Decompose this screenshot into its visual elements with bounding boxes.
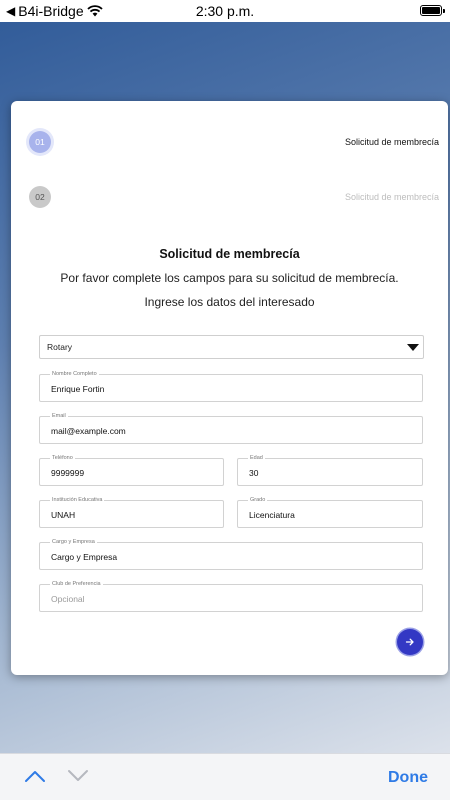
full-name-value: Enrique Fortin [51, 384, 105, 394]
email-label: Email [52, 413, 66, 419]
arrow-right-icon [405, 637, 415, 647]
age-label: Edad [250, 455, 263, 461]
age-value: 30 [249, 468, 259, 478]
battery-icon [420, 5, 442, 16]
membership-card [11, 101, 448, 675]
email-field[interactable] [39, 413, 423, 444]
signal-back-icon: ◀ [6, 4, 16, 18]
degree-field[interactable] [237, 497, 423, 528]
done-button[interactable]: Done [388, 769, 428, 786]
step-1[interactable] [29, 131, 439, 153]
chevron-up-icon[interactable] [24, 769, 46, 783]
step-1-number: 01 [29, 131, 51, 153]
institution-value: UNAH [51, 510, 76, 520]
full-name-field[interactable] [39, 371, 423, 402]
phone-value: 9999999 [51, 468, 85, 478]
degree-value: Licenciatura [249, 510, 295, 520]
form-title: Solicitud de membrecía [159, 247, 300, 261]
email-value: mail@example.com [51, 426, 126, 436]
form-subtitle: Por favor complete los campos para su solicitud de membrecía. [60, 271, 399, 285]
form-description: Ingrese los datos del interesado [144, 295, 315, 309]
step-2-label: Solicitud de membrecía [344, 192, 439, 202]
step-2-number: 02 [29, 186, 51, 208]
carrier-name: B4i-Bridge [18, 3, 84, 19]
age-field[interactable] [237, 455, 423, 486]
chevron-down-icon[interactable] [67, 769, 89, 783]
club-select[interactable] [39, 335, 424, 359]
next-button[interactable] [397, 629, 423, 655]
club-preference-label: Club de Preferencia [52, 581, 101, 587]
position-label: Cargo y Empresa [52, 539, 95, 545]
position-value: Cargo y Empresa [51, 552, 118, 562]
degree-label: Grado [250, 497, 266, 503]
status-bar [0, 0, 450, 22]
keyboard-toolbar [0, 753, 450, 800]
phone-field[interactable] [39, 455, 224, 486]
step-2[interactable] [29, 186, 439, 208]
phone-label: Teléfono [52, 455, 73, 461]
club-preference-placeholder: Opcional [51, 594, 85, 604]
caret-down-icon [407, 344, 419, 351]
institution-label: Institución Educativa [52, 497, 103, 503]
institution-field[interactable] [39, 497, 224, 528]
club-select-value: Rotary [47, 342, 73, 352]
full-name-label: Nombre Completo [52, 371, 97, 377]
status-time: 2:30 p.m. [195, 3, 255, 19]
step-1-label: Solicitud de membrecía [344, 137, 439, 147]
club-preference-field[interactable] [39, 581, 423, 612]
position-field[interactable] [39, 539, 423, 570]
